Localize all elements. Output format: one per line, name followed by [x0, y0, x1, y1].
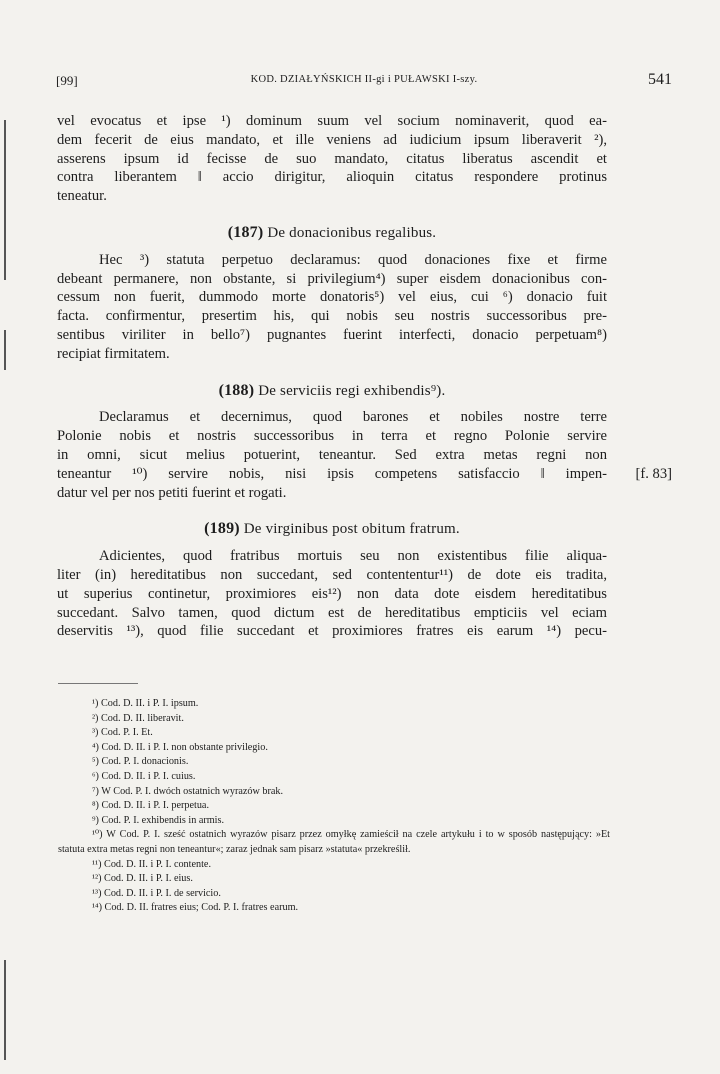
- text-line: contra liberantem ‖ accio dirigitur, alioquin citatus respondere protinus: [57, 169, 607, 186]
- running-title: KOD. DZIAŁYŃSKICH II-gi i PUŁAWSKI I-szy.: [250, 74, 478, 85]
- footnote: ¹⁰) W Cod. P. I. sześć ostatnich wyrazów pisarz przez omyłkę zamieścił na czele artykułu i to w sposób następujący: »Et statuta extra metas regni non teneantur«; zaraz jednak sam pisarz »statuta« przekreślił.: [58, 829, 610, 855]
- intro-paragraph: [57, 112, 607, 206]
- footnote: ⁷) W Cod. P. I. dwóch ostatnich wyrazów brak.: [92, 785, 284, 797]
- section-number: (188): [218, 381, 255, 399]
- text-line: dem fecerit de eius mandato, et ille veniens ad iudicium ipsum liberaverit ²),: [57, 131, 607, 148]
- running-header: [56, 73, 672, 93]
- text-line: Declaramus et decernimus, quod barones et nobiles nostre terre: [99, 409, 607, 426]
- text-line: deservitis ¹³), quod filie succedant et proximiores fratres eis earum ¹⁴) pecu-: [57, 623, 607, 640]
- folio-margin-note: [f. 83]: [635, 465, 672, 482]
- footnote: ⁶) Cod. D. II. i P. I. cuius.: [92, 770, 196, 782]
- text-line: cessum non fuerit, dummodo morte donatoris⁵) vel eius, cui ⁶) donacio fuit: [57, 289, 607, 306]
- section-title: De virginibus post obitum fratrum.: [243, 521, 460, 538]
- text-line: Hec ³) statuta perpetuo declaramus: quod donaciones fixe et firme: [99, 251, 607, 268]
- text-line: datur vel per nos petiti fuerint et rogati.: [57, 484, 287, 501]
- binding-edge-line: [4, 120, 6, 280]
- section-heading-187: [57, 224, 607, 243]
- section-heading-188: [57, 382, 607, 401]
- footnote: ⁴) Cod. D. II. i P. I. non obstante privilegio.: [92, 741, 268, 753]
- section-heading-189: [57, 520, 607, 539]
- page-number-bracketed: [99]: [56, 73, 78, 88]
- text-line: debeant permanere, non obstante, si privilegium⁴) super eisdem donacionibus con-: [57, 270, 607, 287]
- section-title: De donacionibus regalibus.: [267, 224, 437, 241]
- text-line: Polonie nobis et nostris successoribus in terra et regno Polonie servire: [57, 428, 607, 445]
- text-line: succedant. Salvo tamen, quod dictum est de hereditatibus empticiis vel eciam: [57, 604, 607, 621]
- footnote: ³) Cod. P. I. Et.: [92, 727, 153, 739]
- section-title: De serviciis regi exhibendis⁹).: [258, 382, 446, 399]
- footnote-divider: [58, 683, 138, 684]
- footnote: ⁹) Cod. P. I. exhibendis in armis.: [92, 814, 225, 826]
- section-number: (189): [204, 520, 240, 538]
- text-line: Adicientes, quod fratribus mortuis seu non existentibus filie aliqua-: [99, 548, 607, 565]
- text-line: ut superius continetur, proximiores eis¹²) non data dote eisdem hereditatibus: [57, 585, 607, 602]
- footnote: ⁸) Cod. D. II. i P. I. perpetua.: [92, 800, 210, 812]
- text-line: in omni, sicut melius potuerint, teneantur. Sed extra metas regni non: [57, 446, 607, 463]
- text-line: teneatur.: [57, 188, 107, 205]
- page-number: 541: [648, 71, 672, 88]
- footnote: ¹⁴) Cod. D. II. fratres eius; Cod. P. I. fratres earum.: [92, 902, 299, 914]
- binding-edge-line: [4, 330, 6, 370]
- section-paragraph-188: [57, 408, 672, 502]
- footnote: ¹³) Cod. D. II. i P. I. de servicio.: [92, 887, 221, 899]
- text-line: recipiat firmitatem.: [57, 345, 170, 362]
- binding-edge-line: [4, 960, 6, 1060]
- text-line: facta. confirmentur, presertim his, qui nobis seu nostris successoribus pre-: [57, 308, 607, 325]
- footnote: ⁵) Cod. P. I. donacionis.: [92, 756, 189, 768]
- text-line: sentibus viriliter in bello⁷) pugnantes fuerint interfecti, donacio perpetuam⁸): [57, 326, 607, 343]
- footnote: ¹²) Cod. D. II. i P. I. eius.: [92, 873, 193, 885]
- footnote: ¹) Cod. D. II. i P. I. ipsum.: [92, 698, 199, 709]
- section-paragraph-189: [57, 547, 607, 641]
- text-line-content: teneantur ¹⁰) servire nobis, nisi ipsis competens satisfaccio ‖ impen-: [57, 465, 607, 482]
- footnote: ²) Cod. D. II. liberavit.: [92, 712, 184, 724]
- footnote: ¹¹) Cod. D. II. i P. I. contente.: [92, 858, 212, 870]
- section-paragraph-187: [57, 251, 607, 364]
- main-text: [57, 112, 672, 641]
- text-line: [57, 465, 672, 484]
- section-number: (187): [227, 223, 264, 241]
- text-line: asserens ipsum id fecisse de suo mandato, citatus liberatus ascendit et: [57, 150, 607, 167]
- footnotes: [58, 697, 610, 916]
- text-line: liter (in) hereditatibus non succedant, sed contententur¹¹) de dote eis tradita,: [57, 566, 607, 583]
- text-line: vel evocatus et ipse ¹) dominum suum vel socium nominaverit, quod ea-: [57, 113, 607, 129]
